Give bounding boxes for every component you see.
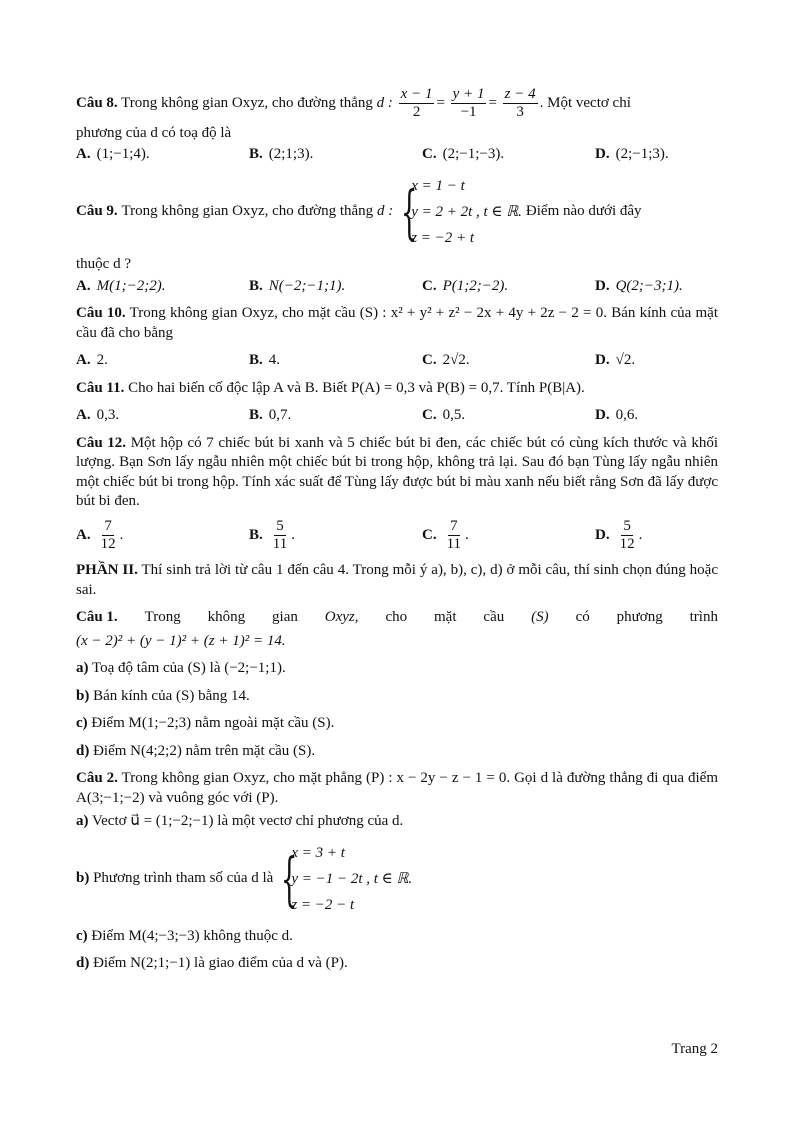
option-a[interactable]: A. (1;−1;4). [76,146,150,162]
options [76,406,718,426]
statement-d[interactable]: d) Điểm N(4;2;2) nằm trên mặt cầu (S). [76,742,316,759]
options [76,351,718,371]
options [76,277,718,297]
exam-page [76,86,718,982]
parametric-system: { x = 1 − t y = 2 + 2t , t ∈ ℝ. z = −2 + t [397,173,522,252]
option-d[interactable]: D. (2;−1;3). [595,146,669,162]
question-label: Câu 8. [76,95,118,112]
options [76,518,718,554]
question-text: Cho hai biến cố độc lập A và B. Biết P(A) = 0,3 và P(B) = 0,7. Tính P(B|A). [128,379,585,396]
question-text-end: Điểm nào dưới đây [525,203,642,220]
option-a[interactable]: A. 2. [76,352,108,369]
parametric-system: { x = 3 + t y = −1 − 2t , t ∈ ℝ. z = −2 − t [277,840,412,919]
brace-icon: { [401,177,418,246]
statement-a[interactable]: a) Toạ độ tâm của (S) là (−2;−1;1). [76,660,286,677]
fraction-y: $\frac{y + 1}{-1}$ [452,86,485,121]
question-8: Câu 8. Trong không gian Oxyz, cho đường thẳng d : $\frac{x - 1}{2}$ = $\frac{y + 1}{-1}$ = $\frac{z - 4}{3}$ . Một vectơ chỉ phương của d có toạ độ là A. (1;−1;4). B. (2;1;3). C. (2;−1;−3). D. (2;−1;3). [76,86,718,165]
options [76,145,718,165]
question-text-line2: phương của d có toạ độ là [76,124,232,141]
statement-d[interactable]: d) Điểm N(2;1;−1) là giao điểm của d và (P). [76,955,348,971]
section-instructions: Thí sinh trả lời từ câu 1 đến câu 4. Trong mỗi ý a), b), c), d) ở mỗi câu, thí sinh chọn đúng hoặc sai. [76,562,718,598]
question-label: Câu 12. [76,434,127,451]
question-label: Câu 11. [76,379,125,396]
option-c[interactable]: C. 0,5. [422,407,466,424]
option-b[interactable]: B. $\frac{5}{11}$ . [249,517,295,552]
part-2-intro [76,561,718,600]
statement-c[interactable]: c) Điểm M(4;−3;−3) không thuộc d. [76,927,293,944]
brace-icon: { [281,845,298,914]
option-d[interactable]: D. $\frac{5}{12}$ . [595,517,643,552]
question-12 [76,434,718,554]
option-d[interactable]: D. Q(2;−3;1). [595,277,683,294]
question-text: Trong không gian Oxyz, cho đường thẳng [121,203,374,220]
fraction-z: $\frac{z - 4}{3}$ [504,86,536,121]
question-text: Trong không gian Oxyz, cho đường thẳng [121,95,373,112]
option-a[interactable]: A. 0,3. [76,407,120,424]
option-a[interactable]: A. M(1;−2;2). [76,277,166,294]
sphere-equation: (x − 2)² + (y − 1)² + (z + 1)² = 14. [76,632,286,649]
statement-b[interactable]: b) Bán kính của (S) bằng 14. [76,687,250,704]
option-d[interactable]: D. √2. [595,352,636,369]
option-a[interactable]: A. $\frac{7}{12}$ . [76,517,124,552]
part2-question-1 [76,608,718,761]
question-text: Trong không gian Oxyz, cho mặt cầu (S) : x² + y² + z² − 2x + 4y + 2z − 2 = 0. Bán kính của mặt cầu đã cho bằng [76,305,718,341]
option-b[interactable]: B. 0,7. [249,407,292,424]
option-c[interactable]: C. (2;−1;−3). [422,146,505,162]
question-text: Câu 1. Trong không gian Oxyz, cho mặt cầu (S) có phương trình [76,608,718,628]
option-c[interactable]: C. $\frac{7}{11}$ . [422,517,469,552]
statement-b[interactable]: b) Phương trình tham số của d là { x = 3 + t y = −1 − 2t , t ∈ ℝ. z = −2 − t [76,840,718,919]
question-10 [76,304,718,371]
option-c[interactable]: C. 2√2. [422,352,470,369]
line-name: d : [376,95,393,112]
question-label: Câu 1. [76,609,118,626]
question-text: Trong không gian Oxyz, cho mặt phẳng (P) : x − 2y − z − 1 = 0. Gọi d là đường thẳng đi qua điểm A(3;−1;−2) và vuông góc với (P). [76,770,719,806]
question-label: Câu 10. [76,305,126,322]
question-label: Câu 9. [76,203,118,220]
option-d[interactable]: D. 0,6. [595,407,639,424]
line-name: d : [376,203,394,220]
question-text-line2: thuộc d ? [76,256,131,273]
question-label: Câu 2. [76,770,118,787]
question-9 [76,173,718,297]
question-text: Một hộp có 7 chiếc bút bi xanh và 5 chiếc bút bi đen, các chiếc bút có cùng kích thước và khối lượng. Bạn Sơn lấy ngẫu nhiên một chiếc bút bi trong hộp, không trả lại. Sau đó bạn Tùng lấy ngẫu nhiên một chiếc bút bi trong hộp. Tính xác suất để Tùng lấy được bút bi màu xanh nếu biết rằng Sơn đã lấy được bút bi đen. [76,434,718,510]
fraction-x: $\frac{x - 1}{2}$ [400,86,433,121]
option-b[interactable]: B. 4. [249,352,281,369]
option-b[interactable]: B. (2;1;3). [249,146,314,162]
question-text-end: . Một vectơ chỉ [539,95,631,112]
statement-a[interactable]: a) Vectơ u⃗ = (1;−2;−1) là một vectơ chỉ phương của d. [76,813,404,830]
page-number: Trang 2 [671,1041,718,1057]
section-label: PHẦN II. [76,562,138,579]
part2-question-2 [76,769,718,973]
option-c[interactable]: C. P(1;2;−2). [422,277,509,294]
question-11 [76,379,718,426]
statement-c[interactable]: c) Điểm M(1;−2;3) nằm ngoài mặt cầu (S). [76,715,335,732]
option-b[interactable]: B. N(−2;−1;1). [249,277,346,294]
